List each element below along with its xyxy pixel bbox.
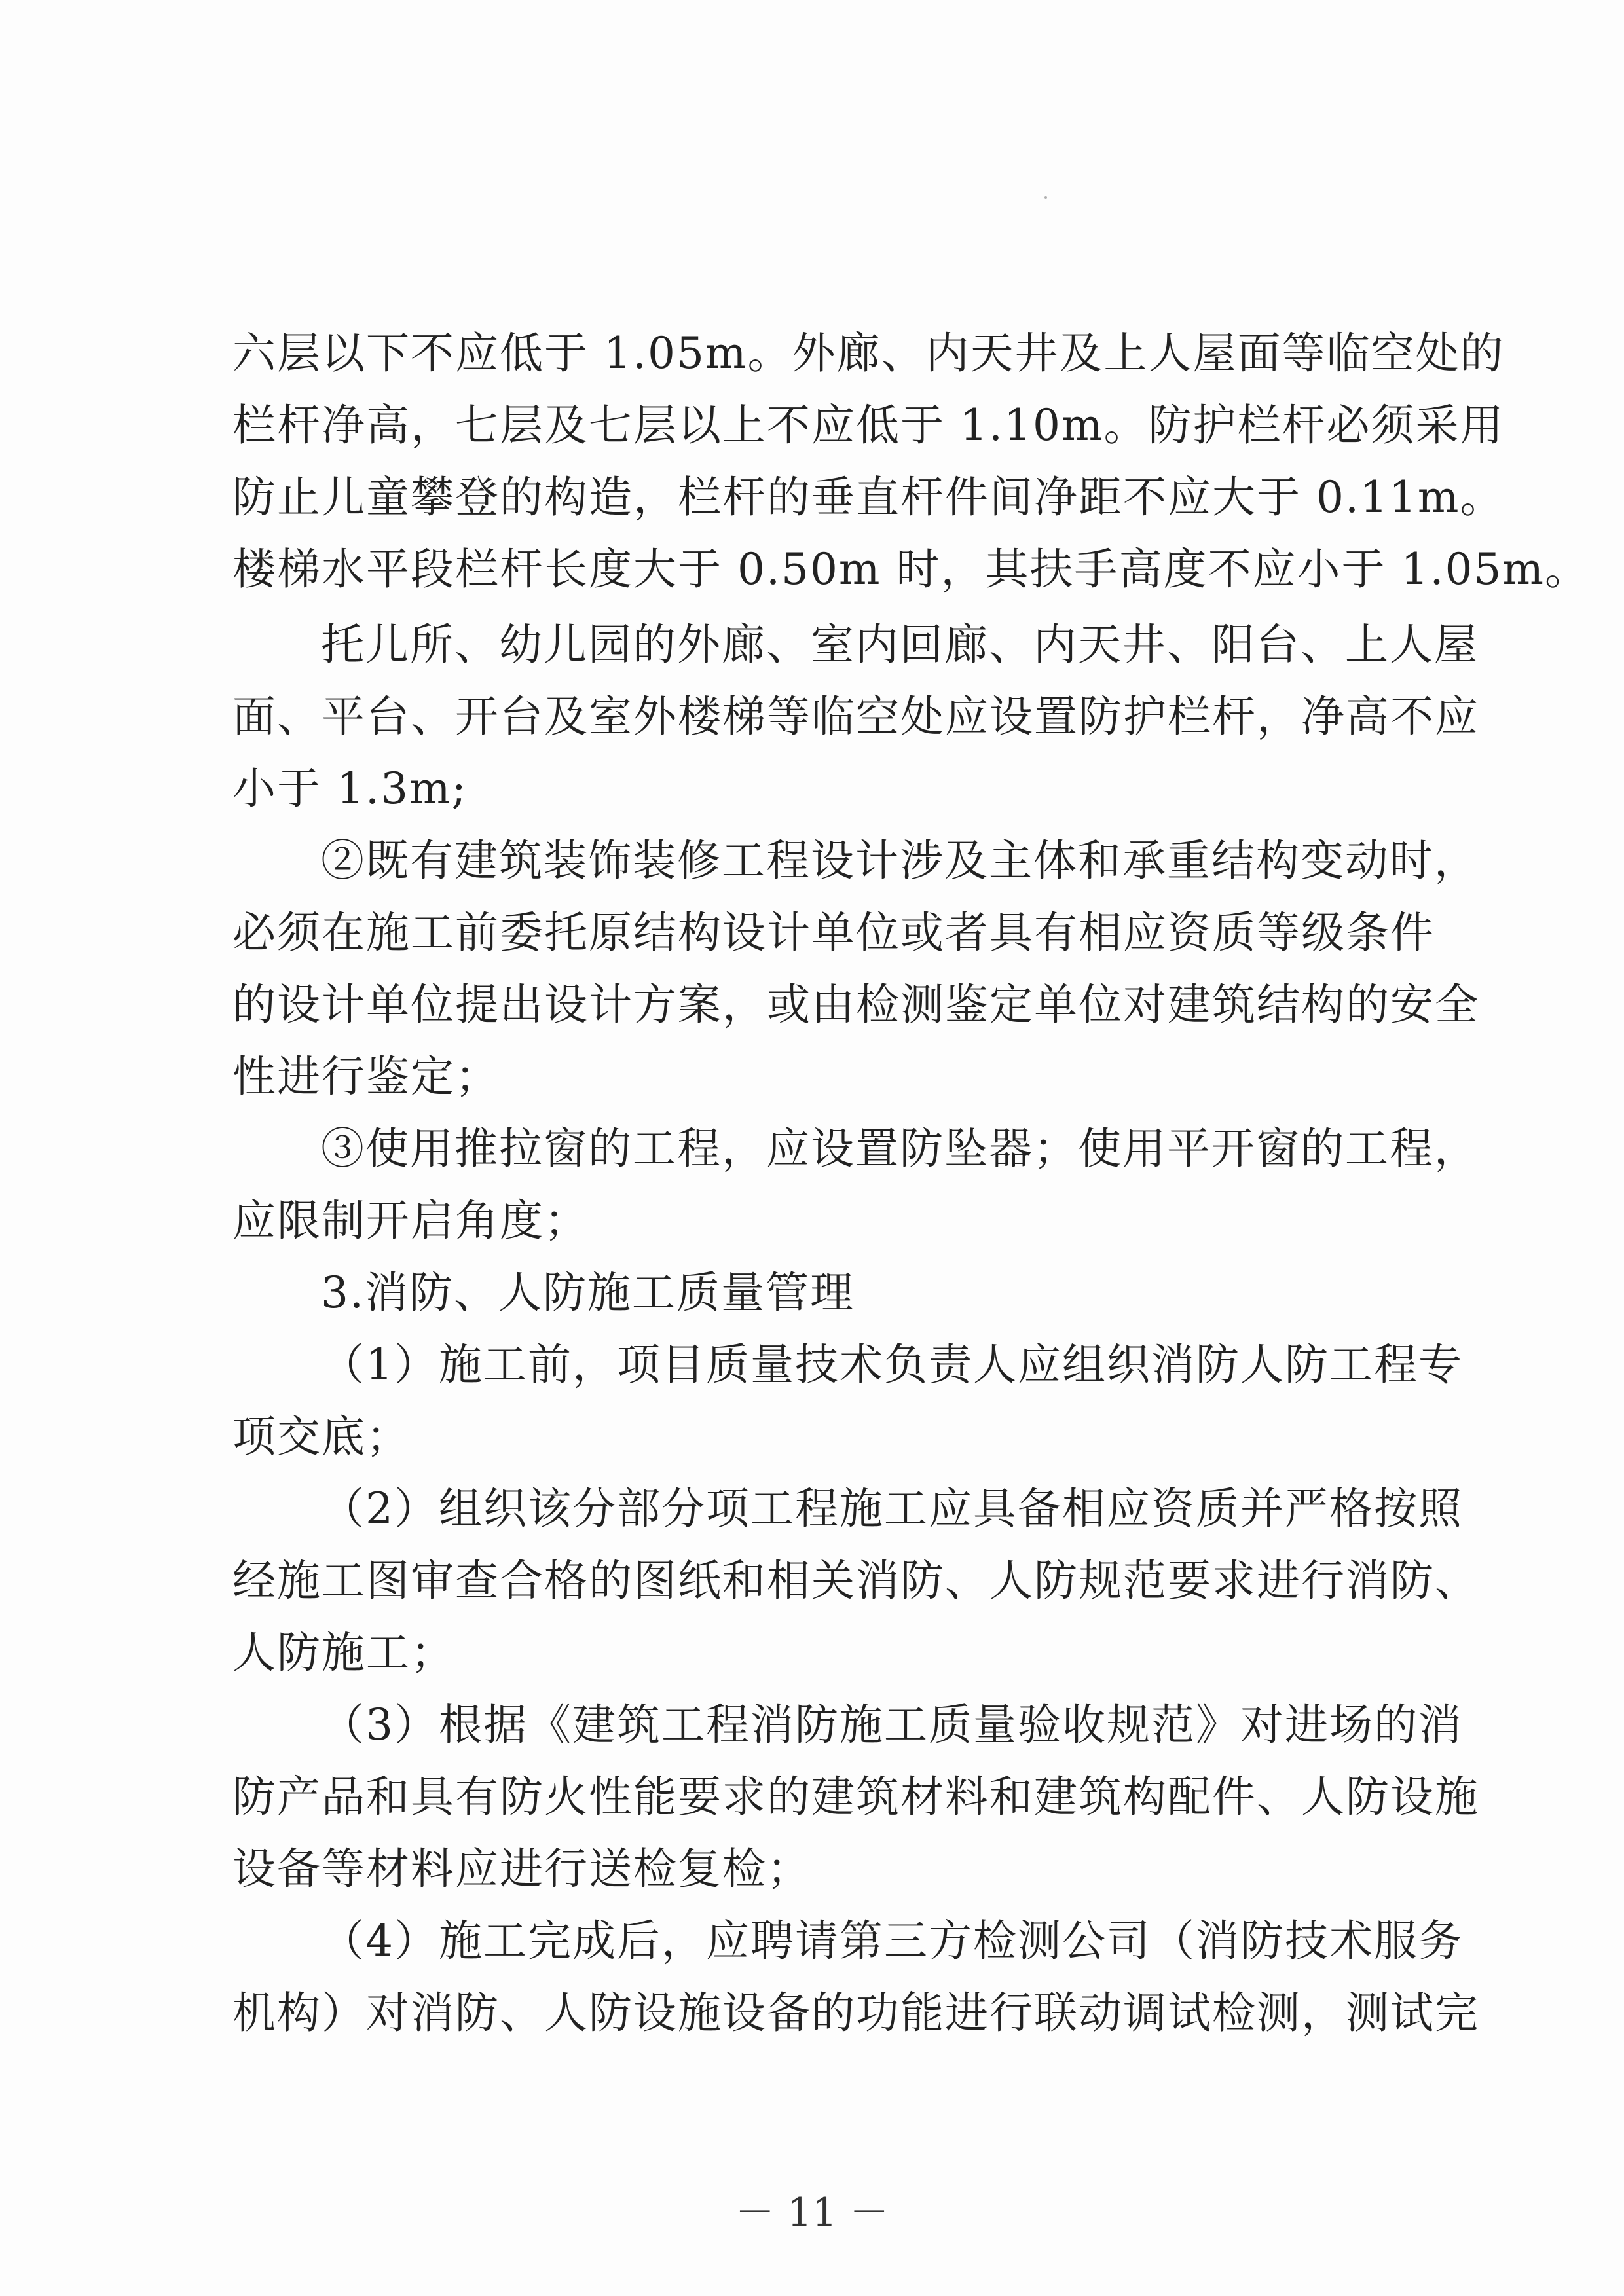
text-line: 项交底； xyxy=(232,1412,411,1462)
text-line: 小于 1.3m; xyxy=(232,763,468,814)
text-line: ②既有建筑装饰装修工程设计涉及主体和承重结构变动时， xyxy=(321,835,1479,886)
text-line: 经施工图审查合格的图纸和相关消防、人防规范要求进行消防、 xyxy=(232,1556,1479,1606)
text-line: （1）施工前，项目质量技术负责人应组织消防人防工程专 xyxy=(321,1339,1463,1390)
text-line: 设备等材料应进行送检复检； xyxy=(232,1844,811,1894)
text-line: （3）根据《建筑工程消防施工质量验收规范》对进场的消 xyxy=(321,1700,1463,1750)
text-line: ③使用推拉窗的工程，应设置防坠器；使用平开窗的工程， xyxy=(321,1123,1479,1174)
text-line: 托儿所、幼儿园的外廊、室内回廊、内天井、阳台、上人屋 xyxy=(321,619,1479,670)
text-line: 机构）对消防、人防设施设备的功能进行联动调试检测，测试完 xyxy=(232,1988,1479,2038)
text-line: 性进行鉴定； xyxy=(232,1051,500,1102)
text-line: （2）组织该分部分项工程施工应具备相应资质并严格按照 xyxy=(321,1484,1463,1534)
scan-speck xyxy=(1044,196,1047,199)
text-line: 六层以下不应低于 1.05m。外廊、内天井及上人屋面等临空处的 xyxy=(232,328,1505,378)
text-line: 楼梯水平段栏杆长度大于 0.50m 时，其扶手高度不应小于 1.05m。 xyxy=(232,544,1590,594)
text-line: 面、平台、开台及室外楼梯等临空处应设置防护栏杆，净高不应 xyxy=(232,691,1479,742)
text-line: 应限制开启角度； xyxy=(232,1195,589,1246)
page-number: － 11 － xyxy=(735,2190,889,2236)
text-line: 人防施工； xyxy=(232,1628,455,1678)
text-line: 必须在施工前委托原结构设计单位或者具有相应资质等级条件 xyxy=(232,907,1435,958)
text-line: （4）施工完成后，应聘请第三方检测公司（消防技术服务 xyxy=(321,1916,1463,1966)
section-heading: 3.消防、人防施工质量管理 xyxy=(321,1267,855,1318)
text-line: 的设计单位提出设计方案，或由检测鉴定单位对建筑结构的安全 xyxy=(232,979,1479,1030)
text-line: 防止儿童攀登的构造，栏杆的垂直杆件间净距不应大于 0.11m。 xyxy=(232,472,1505,522)
text-line: 防产品和具有防火性能要求的建筑材料和建筑构配件、人防设施 xyxy=(232,1772,1479,1822)
text-line: 栏杆净高，七层及七层以上不应低于 1.10m。防护栏杆必须采用 xyxy=(232,400,1505,450)
